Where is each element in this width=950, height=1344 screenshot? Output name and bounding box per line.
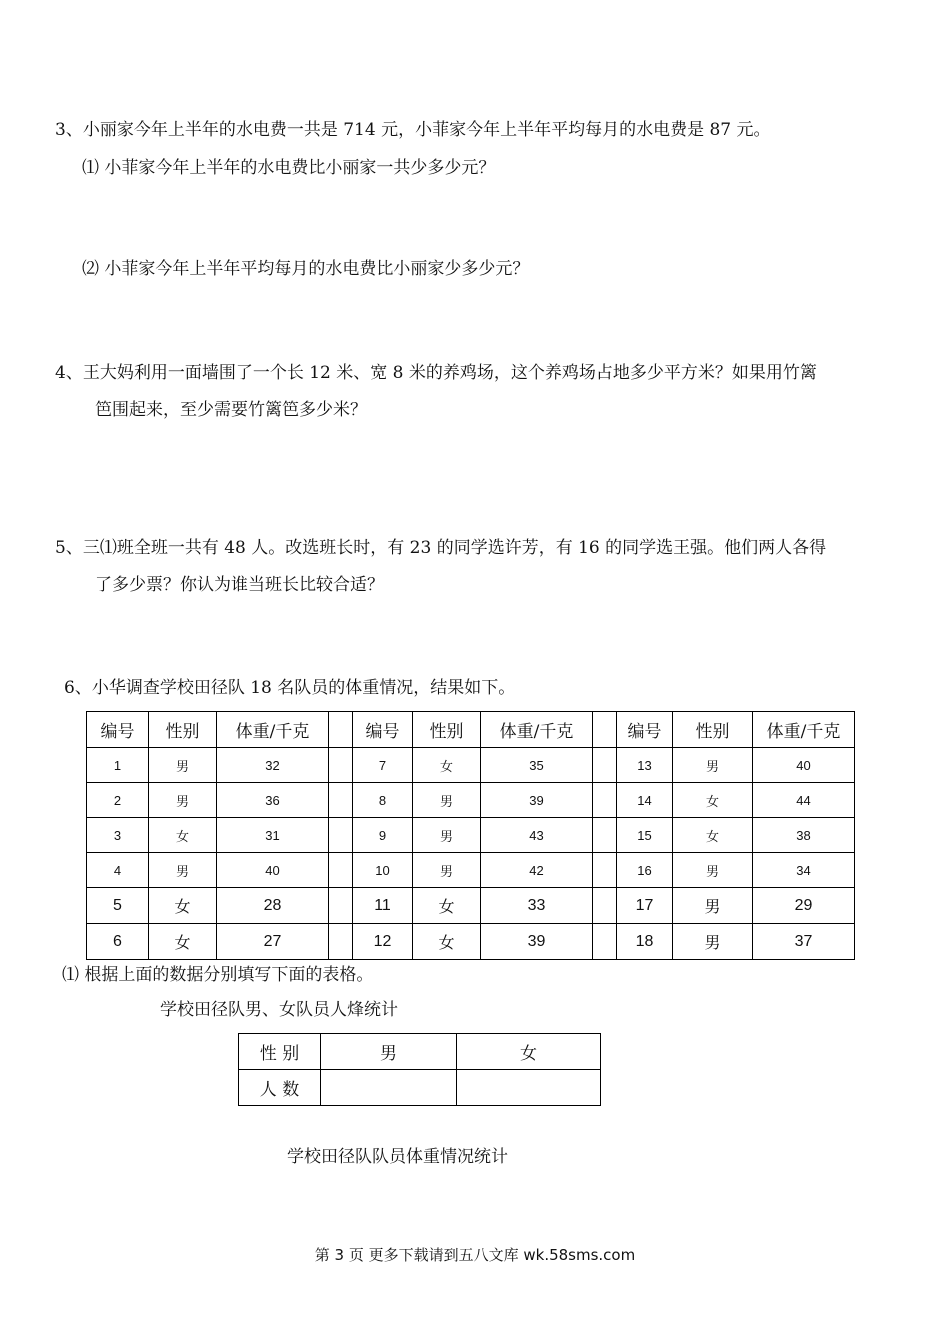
answer-cell-female[interactable] bbox=[457, 1070, 601, 1106]
header-id: 编号 bbox=[617, 712, 673, 748]
header-sex: 性别 bbox=[149, 712, 217, 748]
q5-line2: 了多少票？你认为谁当班长比较合适？ bbox=[95, 575, 384, 595]
page-footer: 第 3 页 更多下载请到五八文库 wk.58sms.com bbox=[314, 1246, 636, 1264]
header-id: 编号 bbox=[87, 712, 149, 748]
table-header-row bbox=[87, 712, 855, 748]
header-weight: 体重/千克 bbox=[753, 712, 855, 748]
table-row: 1 男 32 7 女 35 13 男 40 bbox=[87, 748, 855, 783]
q4-line2: 笆围起来，至少需要竹篱笆多少米？ bbox=[95, 400, 367, 420]
table-row: 4 男 40 10 男 42 16 男 34 bbox=[87, 853, 855, 888]
q4-line1: 4、王大妈利用一面墙围了一个长 12 米、宽 8 米的养鸡场，这个养鸡场占地多少平方米？如果用竹篱 bbox=[55, 363, 817, 383]
header-sex: 性别 bbox=[413, 712, 481, 748]
table-row: 2 男 36 8 男 39 14 女 44 bbox=[87, 783, 855, 818]
table1-title: 学校田径队男、女队员人烽统计 bbox=[160, 1000, 398, 1020]
table2-title: 学校田径队队员体重情况统计 bbox=[287, 1147, 508, 1167]
q5-line1: 5、三⑴班全班一共有 48 人。改选班长时，有 23 的同学选许芳，有 16 的同学选王强。他们两人各得 bbox=[55, 538, 827, 558]
weight-table bbox=[86, 711, 855, 960]
table-row: 5 女 28 11 女 33 17 男 29 bbox=[87, 888, 855, 924]
table-row: 6 女 27 12 女 39 18 男 37 bbox=[87, 924, 855, 960]
q6-sub1: ⑴ 根据上面的数据分别填写下面的表格。 bbox=[62, 965, 374, 985]
table-row: 性 别 男 女 bbox=[239, 1034, 601, 1070]
q3-sub2: ⑵ 小菲家今年上半年平均每月的水电费比小丽家少多少元？ bbox=[82, 259, 530, 279]
header-weight: 体重/千克 bbox=[481, 712, 593, 748]
table-row: 人 数 bbox=[239, 1070, 601, 1106]
gender-count-table bbox=[238, 1033, 601, 1106]
answer-cell-male[interactable] bbox=[321, 1070, 457, 1106]
q3-text: 3、小丽家今年上半年的水电费一共是 714 元，小菲家今年上半年平均每月的水电费是 87 元。 bbox=[55, 120, 771, 140]
header-weight: 体重/千克 bbox=[217, 712, 329, 748]
q3-sub1: ⑴ 小菲家今年上半年的水电费比小丽家一共少多少元？ bbox=[82, 158, 496, 178]
header-sex: 性别 bbox=[673, 712, 753, 748]
header-id: 编号 bbox=[353, 712, 413, 748]
q6-text: 6、小华调查学校田径队 18 名队员的体重情况，结果如下。 bbox=[64, 678, 516, 698]
table-row: 3 女 31 9 男 43 15 女 38 bbox=[87, 818, 855, 853]
